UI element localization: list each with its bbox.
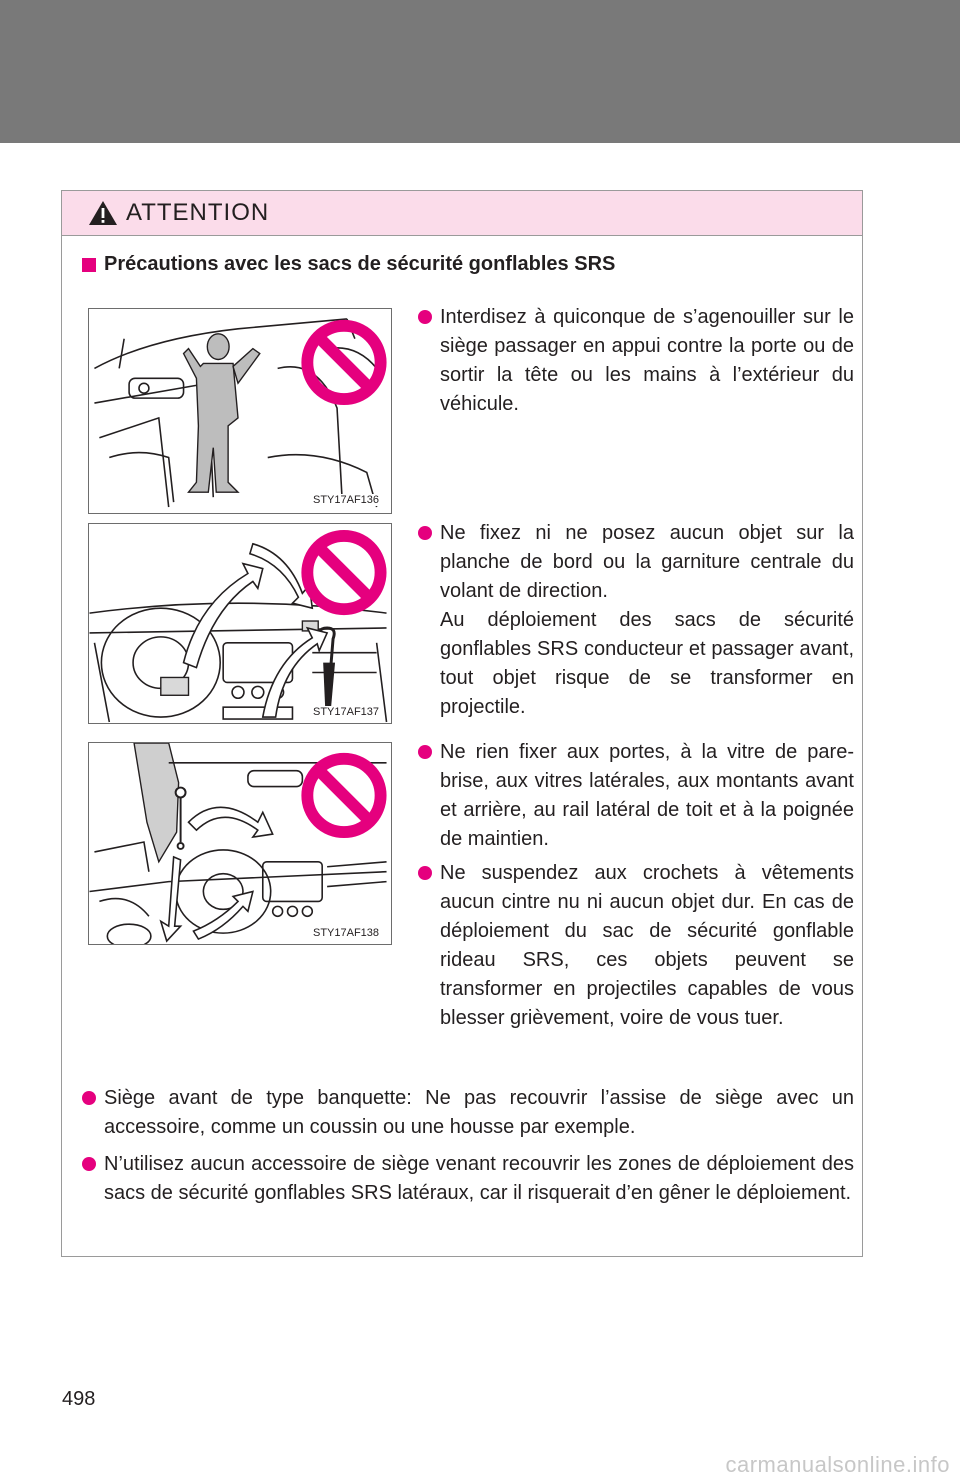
bullet-item [82,1084,854,1142]
bullet-item [82,1150,854,1208]
prohibited-icon [307,326,380,399]
illustration-kneeling-passenger [88,308,392,514]
illustration-cabin-hooks [88,742,392,945]
illustration-dashboard-objects [88,523,392,724]
prohibited-icon [307,536,380,609]
bullet-item [418,859,854,1033]
bullet-dot-icon [418,310,432,324]
bullet-text: Siège avant de type banquette: Ne pas recouvrir l’assise de siège avec un accessoire, comme un coussin ou une housse par exemple. [104,1087,854,1138]
bullet-dot-icon [82,1157,96,1171]
square-bullet-icon [82,258,96,272]
bullet-item [418,519,854,722]
bullet-dot-icon [418,526,432,540]
bullet-text: Ne rien fixer aux portes, à la vitre de pare-brise, aux vitres latérales, aux montants avant et arrière, au rail latéral de toit et à la poignée de maintien. [440,741,854,850]
bullet-item [418,303,854,419]
image-code: STY17AF137 [313,706,380,718]
section-title [82,253,615,276]
bullet-text-block [418,519,854,722]
image-code: STY17AF138 [313,927,380,939]
caution-header [62,191,862,236]
bullet-text: Ne suspendez aux crochets à vêtements aucun cintre nu ni aucun objet dur. En cas de déploiement du sac de sécurité gonflable rideau SRS, ces objets peuvent se transformer en projectiles capables de vous blesser grièvement, voire de vous tuer. [440,862,854,1029]
section-title-text: Précautions avec les sacs de sécurité gonflables SRS [104,253,616,275]
bullet-dot-icon [82,1091,96,1105]
bullet-text-continued: Au déploiement des sacs de sécurité gonflables SRS conducteur et passager avant, tout objet risque de se transformer en projectile. [440,609,854,718]
bullet-dot-icon [418,866,432,880]
image-code: STY17AF136 [313,494,380,506]
bullet-dot-icon [418,745,432,759]
watermark: carmanualsonline.info [725,1452,950,1477]
page-number: 498 [62,1388,96,1410]
header-band [0,0,960,143]
warning-triangle-icon [88,200,118,226]
dashboard-objects-drawing [89,524,391,723]
kneeling-passenger-drawing [89,309,391,513]
bullet-text: N’utilisez aucun accessoire de siège venant recouvrir les zones de déploiement des sacs de sécurité gonflables SRS latéraux, car il risquerait d’en gêner le déploiement. [104,1153,854,1204]
cabin-hooks-drawing [89,743,391,944]
caution-box [61,190,863,1257]
prohibited-icon [307,759,380,832]
caution-title: ATTENTION [126,199,270,226]
bullet-text: Ne fixez ni ne posez aucun objet sur la planche de bord ou la garniture centrale du volant de direction. [440,522,854,602]
bullet-text: Interdisez à quiconque de s’agenouiller sur le siège passager en appui contre la porte ou de sortir la tête ou les mains à l’extérieur du véhicule. [440,306,854,415]
bullet-item [418,738,854,854]
